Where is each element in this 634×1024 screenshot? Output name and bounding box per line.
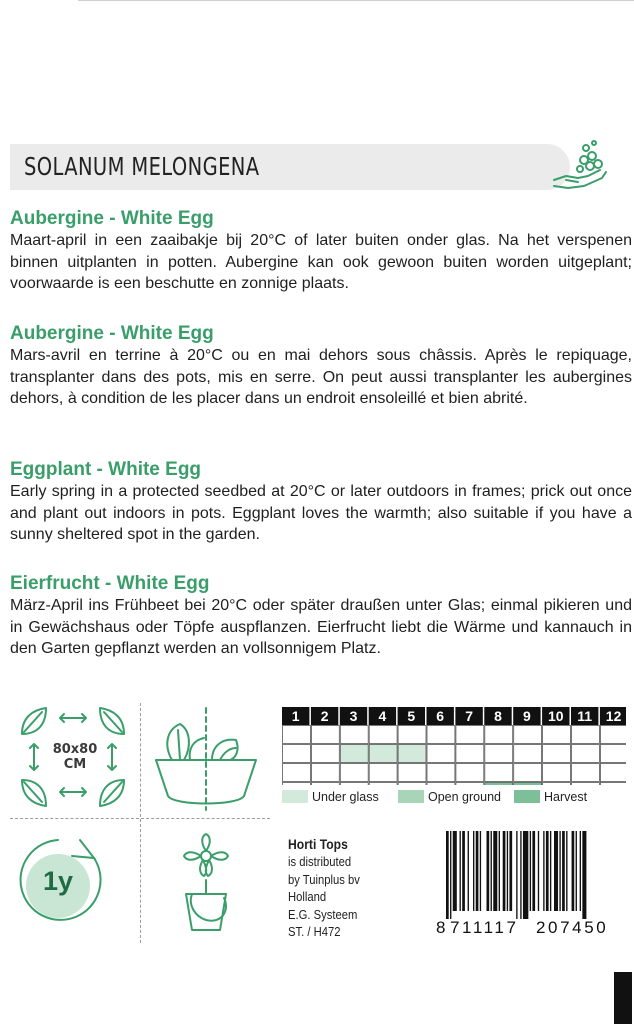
section-text: Mars-avril en terrine à 20°C ou en mai dehors sous châssis. Après le repiquage, transplanter dans des pots, mis en serre. On peut aussi transplanter les aubergines dehors, à condition de les placer dans un endroit ensoleillé et bien abrité.	[10, 347, 632, 407]
barcode-bar	[550, 831, 551, 911]
barcode-bar	[507, 831, 508, 911]
calendar-header	[282, 707, 626, 725]
barcode-bar	[462, 831, 465, 911]
legend-label: Open ground	[428, 790, 501, 804]
section-french	[10, 323, 632, 410]
legend-swatch-under-glass	[282, 790, 308, 803]
barcode-bar	[530, 831, 531, 911]
distributor-line: E.G. Systeem	[288, 907, 358, 922]
legend-label: Under glass	[312, 790, 379, 804]
section-title: Eggplant - White Egg	[10, 459, 202, 480]
calendar-cell	[427, 783, 455, 786]
section-dutch	[10, 208, 632, 295]
section-text: März-April ins Frühbeet bei 20°C oder später draußen unter Glas; einmal pikieren und in Gewächshaus oder Töpfe auspflanzen. Eierfrucht liebt die Wärme und kannauch in den Garten gepflanzt werden an vollsonnigem Platz.	[10, 597, 632, 657]
month-label: 6	[436, 708, 445, 724]
legend-swatch-harvest	[514, 790, 540, 803]
sowing-calendar	[282, 707, 626, 785]
spacing-value: 80x80	[52, 742, 98, 757]
section-text: Early spring in a protected seedbed at 20°C or later outdoors in frames; prick out once and plant out indoors in pots. Eggplant loves the warmth; also suitable if you have a sunny sheltered spot in the garden.	[10, 483, 632, 543]
calendar-cell	[456, 726, 484, 744]
calendar-cell	[398, 783, 426, 786]
barcode-bar	[580, 831, 581, 911]
barcode-bars	[446, 831, 586, 919]
calendar-cell	[427, 764, 455, 782]
calendar-cell	[514, 745, 542, 763]
calendar-cell-under-glass	[369, 745, 397, 763]
month-label: 12	[605, 708, 622, 724]
month-label: 9	[523, 708, 531, 724]
calendar-cell	[572, 745, 600, 763]
calendar-cell-under-glass	[340, 745, 368, 763]
barcode-bar	[576, 831, 577, 911]
barcode-bar	[473, 831, 474, 911]
lifecycle-label: 1y	[42, 866, 74, 896]
barcode-bar	[516, 831, 517, 919]
calendar-cell	[283, 783, 311, 786]
barcode-bar	[572, 831, 575, 911]
legend-swatch-open-ground	[398, 790, 424, 803]
barcode-bar	[554, 831, 558, 911]
spacing-label	[40, 742, 110, 772]
section-text: Maart-april in een zaaibakje bij 20°C of later buiten onder glas. Na het verspenen binnen uitplanten in potten. Aubergine kan ook gewoon buiten worden uitgeplant; voorwaarde is een beschutte en zonnige plaats.	[10, 232, 632, 292]
barcode-bar	[520, 831, 521, 919]
species-title: SOLANUM MELONGENA	[24, 152, 260, 181]
calendar-cell	[311, 726, 339, 744]
barcode-bar	[460, 831, 461, 911]
calendar-cell	[600, 745, 626, 763]
barcode-bar	[491, 831, 492, 911]
calendar-cell-harvest	[485, 783, 513, 786]
month-label: 2	[320, 708, 329, 724]
barcode-bar	[476, 831, 479, 911]
distributor-info	[288, 836, 438, 942]
month-label: 8	[494, 708, 502, 724]
calendar-cell	[427, 726, 455, 744]
calendar-cell	[572, 783, 600, 786]
calendar-cell	[543, 726, 571, 744]
calendar-cell	[340, 726, 368, 744]
barcode-bar	[509, 831, 512, 911]
calendar-cell	[456, 764, 484, 782]
section-title: Aubergine - White Egg	[10, 323, 214, 344]
section-german	[10, 573, 632, 660]
calendar-cell	[485, 726, 513, 744]
barcode-bar	[559, 831, 560, 911]
calendar-cell	[427, 745, 455, 763]
calendar-cell	[543, 764, 571, 782]
barcode	[436, 829, 622, 941]
barcode-bar	[480, 831, 481, 911]
barcode-bar	[450, 831, 451, 919]
barcode-bar	[532, 831, 535, 911]
calendar-cell	[340, 764, 368, 782]
calendar-cell	[398, 726, 426, 744]
icon-grid-divider	[140, 703, 142, 943]
calendar-cell	[543, 745, 571, 763]
calendar-cell	[600, 764, 626, 782]
spacing-unit: CM	[63, 757, 87, 772]
brand-name: Horti Tops	[288, 837, 348, 852]
calendar-cell	[311, 783, 339, 786]
plant-pot-icon	[150, 706, 262, 812]
calendar-cell	[456, 745, 484, 763]
month-label: 3	[349, 708, 358, 724]
calendar-cell	[340, 783, 368, 786]
barcode-bar	[503, 831, 506, 911]
barcode-bar	[543, 831, 544, 911]
month-label: 1	[291, 708, 300, 724]
calendar-cell	[600, 783, 626, 786]
calendar-cell	[456, 783, 484, 786]
calendar-cell-harvest	[514, 783, 542, 786]
top-rule	[78, 0, 634, 1]
calendar-cell	[572, 764, 600, 782]
calendar-cell	[283, 745, 311, 763]
barcode-bar	[546, 831, 549, 911]
calendar-cell	[572, 726, 600, 744]
barcode-digits-right: 207450	[536, 918, 609, 937]
section-title: Aubergine - White Egg	[10, 208, 214, 229]
distributor-line: Holland	[288, 890, 327, 904]
barcode-bar	[582, 831, 586, 919]
barcode-digit-lead: 8	[436, 918, 446, 937]
barcode-digits-left: 711117	[450, 918, 519, 937]
calendar-cell	[543, 783, 571, 786]
calendar-cell	[283, 764, 311, 782]
distributor-line: ST. / H472	[288, 925, 341, 939]
calendar-cell	[369, 783, 397, 786]
month-label: 5	[407, 708, 416, 724]
section-english	[10, 459, 632, 546]
barcode-bar	[566, 831, 567, 911]
barcode-bar	[487, 831, 490, 911]
month-label: 7	[465, 708, 473, 724]
hand-seeds-icon	[548, 136, 612, 194]
calendar-legend	[282, 789, 622, 807]
calendar-cell	[311, 745, 339, 763]
barcode-bar	[453, 831, 457, 911]
month-label: 4	[378, 708, 387, 724]
calendar-cell	[485, 745, 513, 763]
barcode-bar	[538, 831, 539, 911]
calendar-cell	[485, 764, 513, 782]
month-label: 11	[577, 708, 593, 724]
section-title: Eierfrucht - White Egg	[10, 573, 210, 594]
barcode-bar	[493, 831, 497, 911]
calendar-grid	[283, 726, 627, 786]
calendar-cell	[514, 764, 542, 782]
calendar-cell	[283, 726, 311, 744]
calendar-cell	[311, 764, 339, 782]
calendar-cell	[514, 726, 542, 744]
distributor-line: is distributed	[288, 855, 352, 869]
calendar-cell	[398, 764, 426, 782]
distributor-line: by Tuinplus bv	[288, 872, 360, 887]
barcode-bar	[523, 831, 528, 919]
calendar-cell-under-glass	[398, 745, 426, 763]
edge-mark	[614, 972, 632, 1024]
flower-fruit-icon	[166, 832, 246, 942]
month-label: 10	[548, 708, 564, 724]
calendar-cell	[369, 764, 397, 782]
calendar-cell	[369, 726, 397, 744]
species-banner	[10, 144, 570, 190]
barcode-bar	[499, 831, 500, 911]
calendar-cell	[600, 726, 626, 744]
legend-label: Harvest	[544, 790, 588, 804]
barcode-bar	[562, 831, 565, 911]
barcode-bar	[468, 831, 469, 911]
barcode-bar	[446, 831, 449, 919]
